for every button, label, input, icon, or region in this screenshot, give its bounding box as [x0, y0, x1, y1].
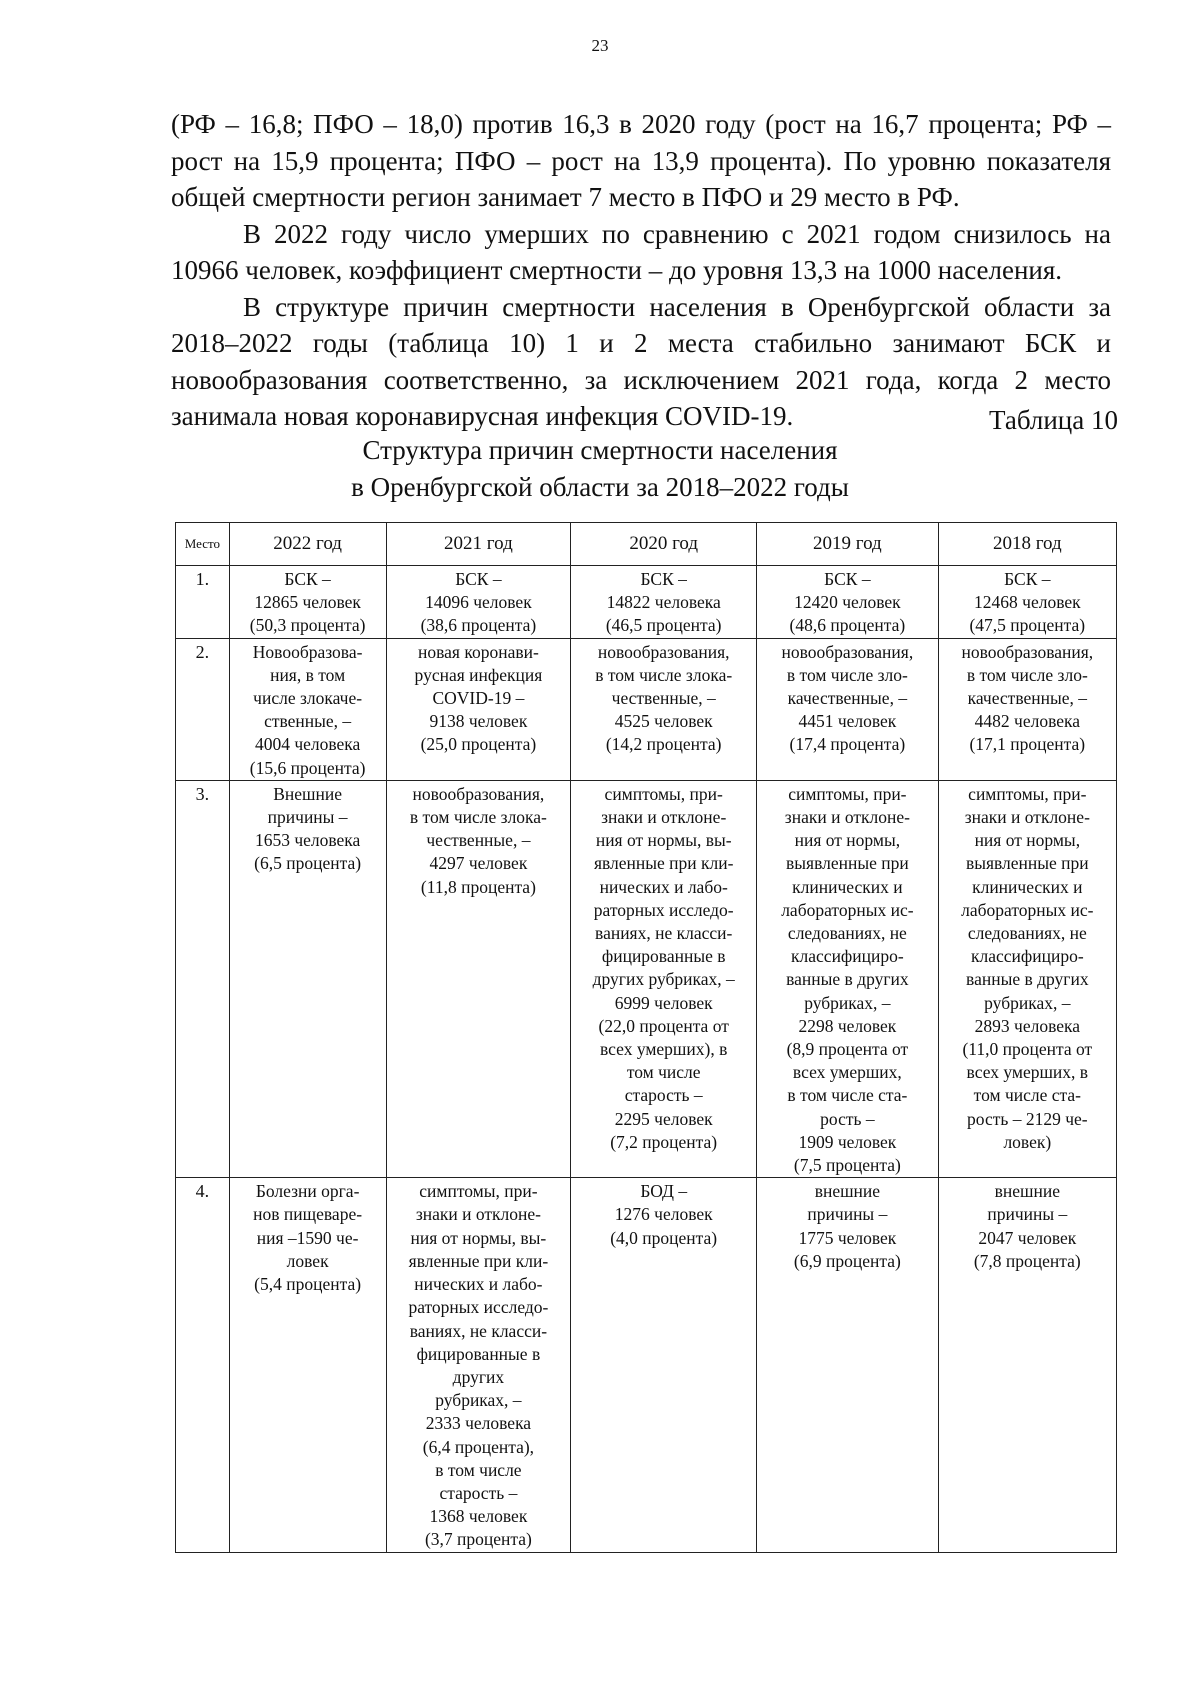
- cell-text-line: новообразования,: [961, 641, 1094, 662]
- cell-text-line: качественные, –: [787, 688, 908, 709]
- paragraph-2: В 2022 году число умерших по сравнению с 2021 годом снизилось на 10966 человек, коэффициент смертности – до уровня 13,3 на 1000 населения.: [171, 218, 1111, 285]
- cell-text-line: причины –: [987, 1204, 1068, 1225]
- cell-text-line: лабораторных ис-: [961, 899, 1094, 920]
- cell-2021: [386, 1178, 571, 1552]
- cell-text-line: 4297 человек: [429, 853, 528, 874]
- table-row: [176, 638, 1117, 780]
- cell-text-line: новообразования,: [597, 641, 730, 662]
- header-year-2018: 2018 год: [938, 523, 1116, 566]
- cell-text-line: фицированные в: [601, 946, 726, 967]
- cell-text-line: БСК –: [640, 569, 687, 589]
- cell-text-line: ванные в других: [786, 969, 909, 990]
- cell-2019: [757, 780, 939, 1177]
- cell-2022: [229, 780, 386, 1177]
- cell-text-line: 12420 человек: [794, 592, 901, 613]
- table-title-line-1: Структура причин смертности населения: [362, 435, 838, 465]
- cell-text-line: рубриках, –: [804, 992, 891, 1013]
- cell-2018: [938, 566, 1116, 639]
- cell-text-line: следованиях, не: [787, 923, 907, 944]
- cell-2021: [386, 780, 571, 1177]
- cell-text-line: старость –: [439, 1482, 518, 1503]
- cell-text-line: (48,6 процента): [789, 615, 906, 636]
- cell-text-line: чественные, –: [426, 830, 531, 851]
- cell-text-line: 12468 человек: [974, 592, 1081, 613]
- cell-text-line: 14822 человека: [606, 592, 721, 613]
- cell-text-line: раторных исследо-: [593, 899, 734, 920]
- header-year-2020: 2020 год: [571, 523, 757, 566]
- cell-2021: [386, 638, 571, 780]
- table-title-line-2: в Оренбургской области за 2018–2022 годы: [351, 472, 849, 502]
- cell-text-line: ваниях, не класси-: [595, 923, 733, 944]
- cell-text-line: 2333 человека: [425, 1413, 532, 1434]
- cell-text-line: БСК –: [1004, 569, 1051, 589]
- cell-text-line: (7,5 процента): [793, 1155, 901, 1176]
- cell-text-line: 4482 человека: [974, 711, 1080, 732]
- cell-text-line: выявленные при: [965, 853, 1089, 874]
- cell-text-line: знаки и отклоне-: [964, 807, 1090, 828]
- cell-text-line: (6,5 процента): [254, 853, 362, 874]
- cell-text-line: новообразования,: [412, 783, 545, 804]
- cell-text-line: нов пищеваре-: [253, 1204, 363, 1225]
- cell-text-line: 6999 человек: [614, 992, 713, 1013]
- cell-text-line: знаки и отклоне-: [415, 1204, 541, 1225]
- cell-text-line: ваниях, не класси-: [409, 1320, 548, 1341]
- cell-text-line: всех умерших,: [792, 1062, 902, 1083]
- cell-2020: [571, 1178, 757, 1552]
- cell-text-line: (3,7 процента): [424, 1529, 532, 1550]
- cell-text-line: 14096 человек: [425, 592, 532, 613]
- cell-text-line: ловек: [286, 1250, 329, 1271]
- header-year-2022: 2022 год: [229, 523, 386, 566]
- mortality-causes-table: [175, 522, 1117, 1553]
- cell-text-line: 4525 человек: [614, 711, 713, 732]
- cell-2022: [229, 1178, 386, 1552]
- cell-text-line: ванные в других: [966, 969, 1089, 990]
- cell-text-line: рость –: [820, 1108, 875, 1129]
- cell-text-line: классифициро-: [970, 946, 1084, 967]
- cell-text-line: в том числе ста-: [787, 1085, 908, 1106]
- cell-text-line: Болезни орга-: [255, 1181, 360, 1202]
- cell-text-line: нических и лабо-: [599, 876, 728, 897]
- cell-text-line: русная инфекция: [414, 664, 543, 685]
- cell-text-line: явленные при кли-: [593, 853, 734, 874]
- cell-text-line: симптомы, при-: [788, 783, 907, 804]
- cell-2019: [757, 1178, 939, 1552]
- cell-text-line: ния, в том: [270, 664, 346, 685]
- cell-text-line: (6,9 процента): [793, 1250, 901, 1271]
- table-row: [176, 1178, 1117, 1552]
- cell-text-line: (38,6 процента): [420, 615, 537, 636]
- cell-text-line: следованиях, не: [967, 923, 1087, 944]
- table-label: Таблица 10: [989, 405, 1118, 435]
- page-number: 23: [591, 36, 609, 55]
- cell-text-line: Новообразова-: [252, 641, 363, 662]
- cell-text-line: выявленные при: [786, 853, 909, 874]
- cell-text-line: 4451 человек: [798, 711, 897, 732]
- cell-text-line: внешние: [814, 1181, 881, 1202]
- cell-text-line: 1909 человек: [798, 1131, 897, 1152]
- cell-text-line: ния от нормы,: [974, 830, 1081, 851]
- cell-text-line: симптомы, при-: [604, 783, 723, 804]
- cell-text-line: 2298 человек: [798, 1015, 897, 1036]
- cell-text-line: новообразования,: [781, 641, 914, 662]
- cell-text-line: (4,0 процента): [610, 1227, 718, 1248]
- cell-text-line: (5,4 процента): [254, 1274, 362, 1295]
- cell-2019: [757, 566, 939, 639]
- cell-2021: [386, 566, 571, 639]
- cell-text-line: (8,9 процента от: [786, 1039, 909, 1060]
- cell-text-line: знаки и отклоне-: [784, 807, 910, 828]
- cell-text-line: (11,0 процента от: [962, 1039, 1093, 1060]
- cell-text-line: рость – 2129 че-: [967, 1108, 1088, 1129]
- cell-text-line: в том числе зло-: [966, 664, 1088, 685]
- cell-text-line: (11,8 процента): [420, 876, 536, 897]
- paragraph-1: (РФ – 16,8; ПФО – 18,0) против 16,3 в 2020 году (рост на 16,7 процента; РФ – рост на 15,9 процента; ПФО – рост на 13,9 процента). По уровню показателя общей смертности регион занимает 7 место в ПФО и 29 место в РФ.: [171, 109, 1111, 212]
- cell-text-line: 1775 человек: [798, 1227, 897, 1248]
- cell-text-line: БОД –: [640, 1181, 688, 1202]
- cell-text-line: симптомы, при-: [968, 783, 1087, 804]
- cell-text-line: (15,6 процента): [249, 757, 366, 778]
- cell-text-line: других рубриках, –: [592, 969, 735, 990]
- cell-text-line: явленные при кли-: [408, 1250, 549, 1271]
- cell-text-line: всех умерших, в: [966, 1062, 1089, 1083]
- cell-text-line: ния от нормы, вы-: [595, 830, 732, 851]
- place-number: 2.: [176, 638, 230, 780]
- cell-2018: [938, 1178, 1116, 1552]
- cell-text-line: ния от нормы,: [794, 830, 901, 851]
- cell-text-line: 1276 человек: [614, 1204, 713, 1225]
- cell-text-line: 2047 человек: [978, 1227, 1077, 1248]
- cell-text-line: (6,4 процента),: [422, 1436, 535, 1457]
- cell-text-line: (7,8 процента): [973, 1250, 1081, 1271]
- cell-text-line: том числе ста-: [973, 1085, 1081, 1106]
- cell-text-line: в том числе зло-: [786, 664, 908, 685]
- cell-2022: [229, 566, 386, 639]
- header-year-2019: 2019 год: [757, 523, 939, 566]
- table-row: [176, 566, 1117, 639]
- cell-text-line: числе злокаче-: [253, 688, 363, 709]
- cell-text-line: 12865 человек: [254, 592, 361, 613]
- cell-text-line: симптомы, при-: [419, 1181, 538, 1202]
- cell-text-line: классифициро-: [791, 946, 904, 967]
- cell-text-line: внешние: [994, 1181, 1060, 1202]
- cell-text-line: (47,5 процента): [969, 615, 1086, 636]
- cell-text-line: том числе: [626, 1062, 701, 1083]
- cell-text-line: ния от нормы, вы-: [410, 1227, 547, 1248]
- cell-text-line: ния –1590 че-: [256, 1227, 359, 1248]
- place-number: 3.: [176, 780, 230, 1177]
- cell-text-line: 2295 человек: [614, 1108, 713, 1129]
- cell-2020: [571, 638, 757, 780]
- cell-text-line: старость –: [624, 1085, 703, 1106]
- header-year-2021: 2021 год: [386, 523, 571, 566]
- cell-text-line: клинических и: [792, 876, 903, 897]
- cell-text-line: фицированные в: [416, 1343, 541, 1364]
- cell-text-line: 1368 человек: [429, 1506, 528, 1527]
- table-row: [176, 780, 1117, 1177]
- cell-text-line: клинических и: [972, 876, 1083, 897]
- cell-text-line: раторных исследо-: [408, 1297, 549, 1318]
- cell-text-line: Внешние: [273, 783, 342, 804]
- cell-text-line: БСК –: [455, 569, 502, 589]
- cell-2020: [571, 566, 757, 639]
- place-number: 4.: [176, 1178, 230, 1552]
- cell-text-line: в том числе злока-: [595, 664, 733, 685]
- cell-text-line: БСК –: [284, 569, 331, 589]
- cell-text-line: 2893 человека: [974, 1015, 1080, 1036]
- cell-2022: [229, 638, 386, 780]
- table-body: [176, 566, 1117, 1553]
- cell-text-line: COVID-19 –: [432, 688, 525, 709]
- cell-text-line: 9138 человек: [429, 711, 528, 732]
- cell-text-line: ловек): [1003, 1131, 1052, 1152]
- cell-text-line: качественные, –: [967, 688, 1088, 709]
- cell-text-line: знаки и отклоне-: [601, 807, 727, 828]
- cell-2019: [757, 638, 939, 780]
- cell-text-line: (25,0 процента): [420, 734, 537, 755]
- cell-text-line: чественные, –: [611, 688, 716, 709]
- cell-2018: [938, 638, 1116, 780]
- cell-2020: [571, 780, 757, 1177]
- cell-text-line: причины –: [807, 1204, 888, 1225]
- cell-text-line: (17,1 процента): [969, 734, 1086, 755]
- cell-text-line: БСК –: [824, 569, 871, 589]
- cell-text-line: других: [452, 1366, 505, 1387]
- cell-text-line: (14,2 процента): [605, 734, 722, 755]
- cell-text-line: (7,2 процента): [610, 1131, 718, 1152]
- paragraph-3: В структуре причин смертности населения в Оренбургской области за 2018–2022 годы (таблица 10) 1 и 2 места стабильно занимают БСК и новообразования соответственно, за исключением 2021 года, когда 2 место занимала новая коронавирусная инфекция COVID-19.: [171, 291, 1111, 431]
- cell-text-line: причины –: [267, 807, 348, 828]
- cell-text-line: (46,5 процента): [605, 615, 722, 636]
- table-header-row: [176, 523, 1117, 566]
- cell-text-line: в том числе злока-: [409, 807, 547, 828]
- cell-text-line: ственные, –: [264, 711, 352, 732]
- table-title: [0, 432, 1200, 506]
- cell-text-line: рубриках, –: [435, 1390, 522, 1411]
- header-place: Место: [176, 523, 230, 566]
- cell-text-line: 1653 человека: [254, 830, 361, 851]
- cell-text-line: лабораторных ис-: [781, 899, 914, 920]
- cell-text-line: рубриках, –: [984, 992, 1071, 1013]
- body-text: [171, 106, 1111, 435]
- cell-text-line: (22,0 процента от: [598, 1015, 729, 1036]
- cell-2018: [938, 780, 1116, 1177]
- place-number: 1.: [176, 566, 230, 639]
- cell-text-line: новая коронави-: [418, 641, 539, 662]
- cell-text-line: нических и лабо-: [414, 1274, 543, 1295]
- cell-text-line: в том числе: [435, 1459, 522, 1480]
- cell-text-line: 4004 человека: [254, 734, 361, 755]
- cell-text-line: всех умерших), в: [600, 1039, 728, 1060]
- cell-text-line: (17,4 процента): [789, 734, 906, 755]
- cell-text-line: (50,3 процента): [249, 615, 366, 636]
